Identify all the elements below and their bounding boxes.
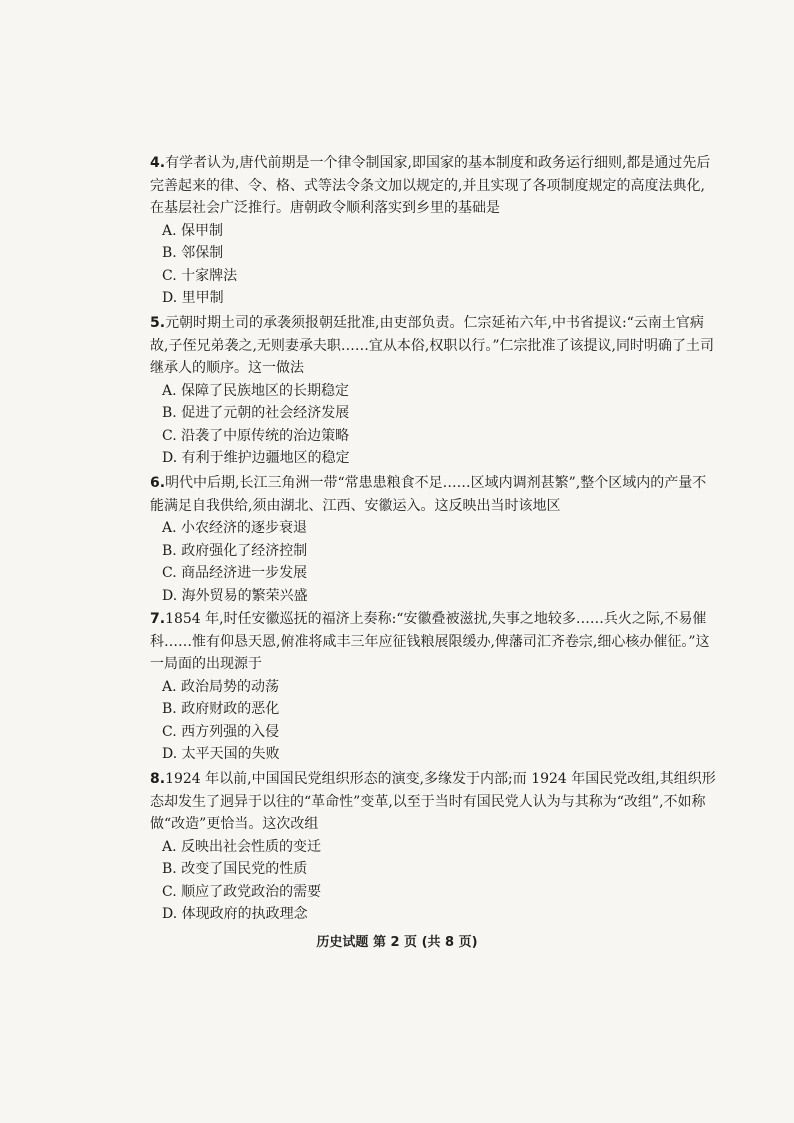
option-a: A. 反映出社会性质的变迁 (162, 838, 322, 855)
option-b: B. 改变了国民党的性质 (162, 861, 308, 878)
question-text: 明代中后期,长江三角洲一带“常患患粮食不足……区域内调剂甚繁”,整个区域内的产量不能满足自我供给,须由湖北、江西、安徽运入。这反映出当时该地区 (150, 475, 707, 514)
question-number: 8. (150, 771, 166, 787)
question-4 (150, 152, 716, 310)
question-8 (150, 768, 716, 926)
question-text: 有学者认为,唐代前期是一个律令制国家,即国家的基本制度和政务运行细则,都是通过先后完善起来的律、令、格、式等法令条文加以规定的,并且实现了各项制度规定的高度法典化,在基层社会广泛推行。唐朝政令顺利落实到乡里的基础是 (150, 155, 711, 216)
option-d: D. 海外贸易的繁荣兴盛 (162, 587, 308, 604)
option-c: C. 十家牌法 (162, 267, 238, 284)
question-text: 1854 年,时任安徽巡抚的福济上奏称:“安徽叠被滋扰,失事之地较多……兵火之际,不易催科……惟有仰恳天恩,俯准将咸丰三年应征钱粮展限缓办,俾藩司汇齐卷宗,细心核办催征。”这一局面的出现源于 (150, 611, 710, 672)
option-a: A. 政治局势的动荡 (162, 678, 280, 695)
question-number: 5. (150, 315, 166, 331)
question-stem (150, 608, 716, 676)
option-b: B. 促进了元朝的社会经济发展 (162, 405, 350, 422)
page-footer: 历史试题 第 2 页 (共 8 页) (316, 935, 478, 950)
question-number: 7. (150, 611, 166, 627)
option-c: C. 顺应了政党政治的需要 (162, 883, 322, 900)
option-b: B. 政府财政的恶化 (162, 701, 280, 718)
option-d: D. 有利于维护边疆地区的稳定 (162, 450, 350, 467)
option-d: D. 太平天国的失败 (162, 746, 280, 763)
question-stem (150, 768, 716, 836)
option-c: C. 西方列强的入侵 (162, 723, 280, 740)
option-b: B. 邻保制 (162, 245, 224, 262)
option-a: A. 保障了民族地区的长期稳定 (162, 382, 350, 399)
question-text: 1924 年以前,中国国民党组织形态的演变,多缘发于内部;而 1924 年国民党改组,其组织形态却发生了迥异于以往的“革命性”变革,以至于当时有国民党人认为与其称为“改组”,不如称做“改造”更恰当。这次改组 (150, 771, 716, 832)
option-c: C. 商品经济进一步发展 (162, 565, 308, 582)
option-a: A. 保甲制 (162, 222, 224, 239)
option-d: D. 里甲制 (162, 290, 224, 307)
question-5 (150, 312, 716, 470)
question-stem (150, 152, 716, 220)
question-7 (150, 608, 716, 766)
question-6 (150, 472, 716, 607)
question-stem (150, 312, 716, 380)
option-d: D. 体现政府的执政理念 (162, 906, 308, 923)
question-text: 元朝时期土司的承袭须报朝廷批准,由吏部负责。仁宗延祐六年,中书省提议:“云南土官病故,子侄兄弟袭之,无则妻承夫职……宜从本俗,权职以行。”仁宗批准了该提议,同时明确了土司继承人的顺序。这一做法 (150, 315, 714, 376)
option-b: B. 政府强化了经济控制 (162, 542, 308, 559)
question-number: 6. (150, 475, 166, 491)
question-stem (150, 472, 716, 517)
option-c: C. 沿袭了中原传统的治边策略 (162, 427, 350, 444)
option-a: A. 小农经济的逐步衰退 (162, 520, 308, 536)
question-number: 4. (150, 155, 166, 171)
